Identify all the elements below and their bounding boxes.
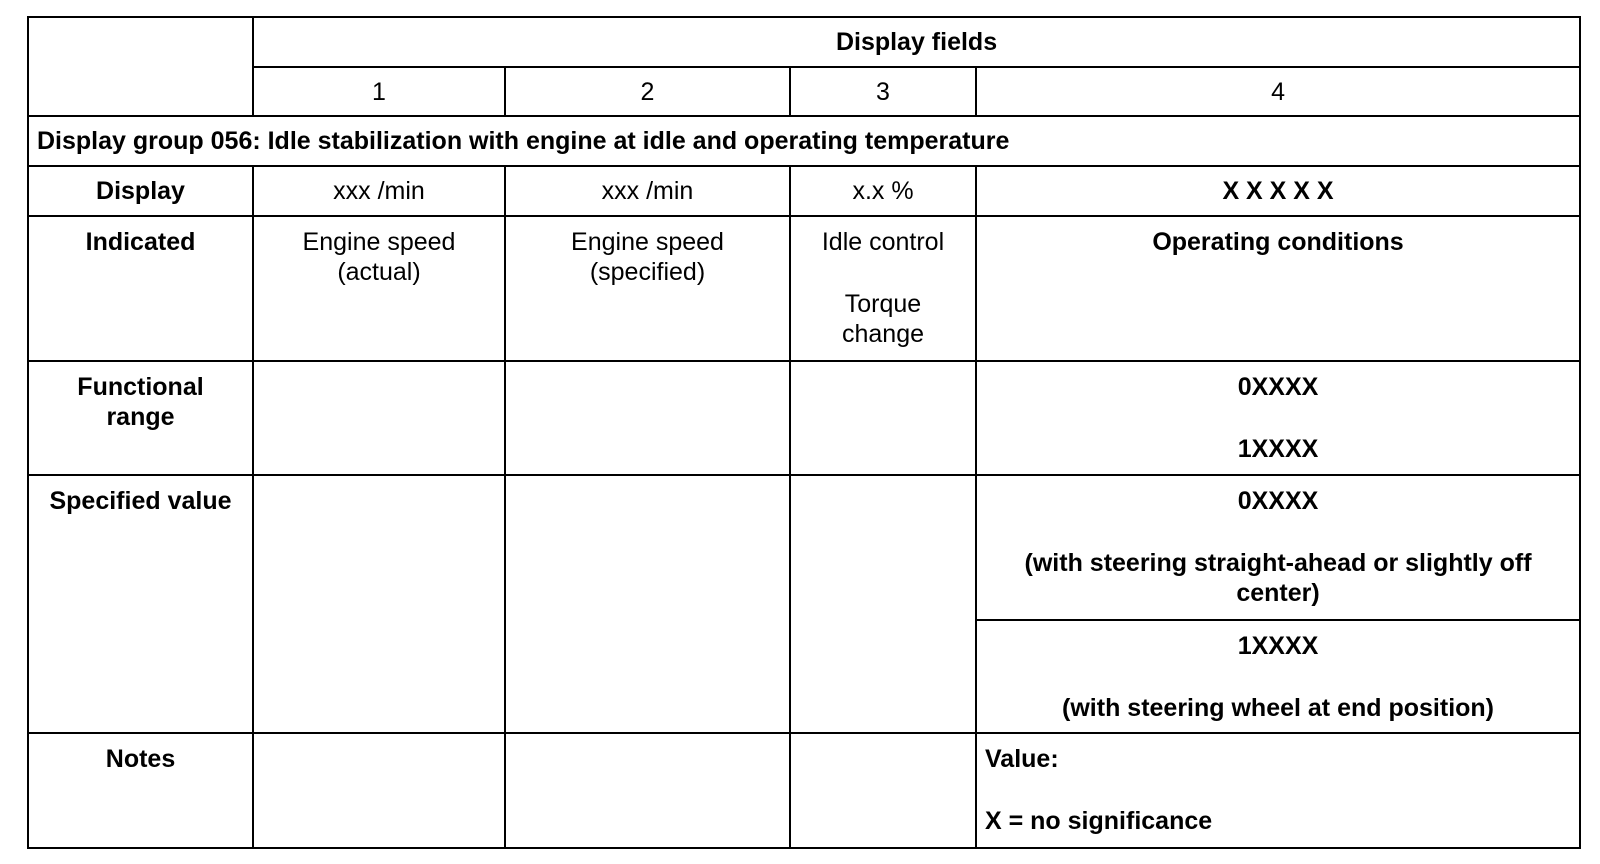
specified-value-field-2	[505, 475, 790, 734]
specified-value-field-4b	[976, 620, 1580, 733]
indicated-field-3-line2: Torque	[844, 290, 922, 319]
indicated-field-3-line3: change	[841, 320, 925, 349]
field-number-2: 2	[505, 67, 790, 116]
row-label-display: Display	[28, 166, 253, 216]
notes-field-3	[790, 733, 976, 848]
row-label-functional-range	[28, 361, 253, 474]
indicated-field-1	[253, 216, 505, 361]
indicated-field-1-line1: Engine speed	[302, 228, 456, 257]
functional-range-field-4	[976, 361, 1580, 474]
functional-range-code-1: 1XXXX	[1237, 435, 1319, 464]
specified-value-field-4a	[976, 475, 1580, 620]
field-number-4: 4	[976, 67, 1580, 116]
indicated-field-2	[505, 216, 790, 361]
field-number-3: 3	[790, 67, 976, 116]
display-value-3: x.x %	[790, 166, 976, 216]
notes-x-meaning: X = no significance	[985, 807, 1213, 836]
row-label-specified-value: Specified value	[28, 475, 253, 734]
measuring-value-table	[27, 16, 1581, 849]
functional-range-label-line2: range	[106, 403, 175, 432]
corner-cell	[28, 17, 253, 116]
indicated-field-2-line1: Engine speed	[571, 228, 724, 257]
field-number-1: 1	[253, 67, 505, 116]
functional-range-field-2	[505, 361, 790, 474]
notes-value-label: Value:	[985, 745, 1059, 774]
specified-value-code-0: 0XXXX	[1237, 486, 1319, 515]
specified-value-code-1: 1XXXX	[1237, 632, 1319, 661]
display-fields-header: Display fields	[253, 17, 1580, 67]
specified-value-note-0: (with steering straight-ahead or slightly off center)	[1024, 548, 1532, 607]
functional-range-field-3	[790, 361, 976, 474]
specified-value-field-3	[790, 475, 976, 734]
functional-range-code-0: 0XXXX	[1237, 373, 1319, 402]
display-group-title: Display group 056: Idle stabilization with engine at idle and operating temperature	[28, 116, 1580, 166]
indicated-field-3-line1: Idle control	[821, 228, 945, 257]
notes-field-1	[253, 733, 505, 848]
indicated-field-3	[790, 216, 976, 361]
indicated-field-1-line2: (actual)	[337, 258, 421, 287]
indicated-field-4: Operating conditions	[976, 216, 1580, 361]
specified-value-note-1: (with steering wheel at end position)	[1062, 694, 1495, 723]
row-label-notes: Notes	[28, 733, 253, 848]
display-value-1: xxx /min	[253, 166, 505, 216]
notes-field-2	[505, 733, 790, 848]
functional-range-field-1	[253, 361, 505, 474]
display-value-2: xxx /min	[505, 166, 790, 216]
row-label-indicated: Indicated	[28, 216, 253, 361]
indicated-field-2-line2: (specified)	[589, 258, 706, 287]
notes-field-4	[976, 733, 1580, 848]
display-value-4: X X X X X	[976, 166, 1580, 216]
specified-value-field-1	[253, 475, 505, 734]
functional-range-label-line1: Functional	[77, 373, 204, 402]
